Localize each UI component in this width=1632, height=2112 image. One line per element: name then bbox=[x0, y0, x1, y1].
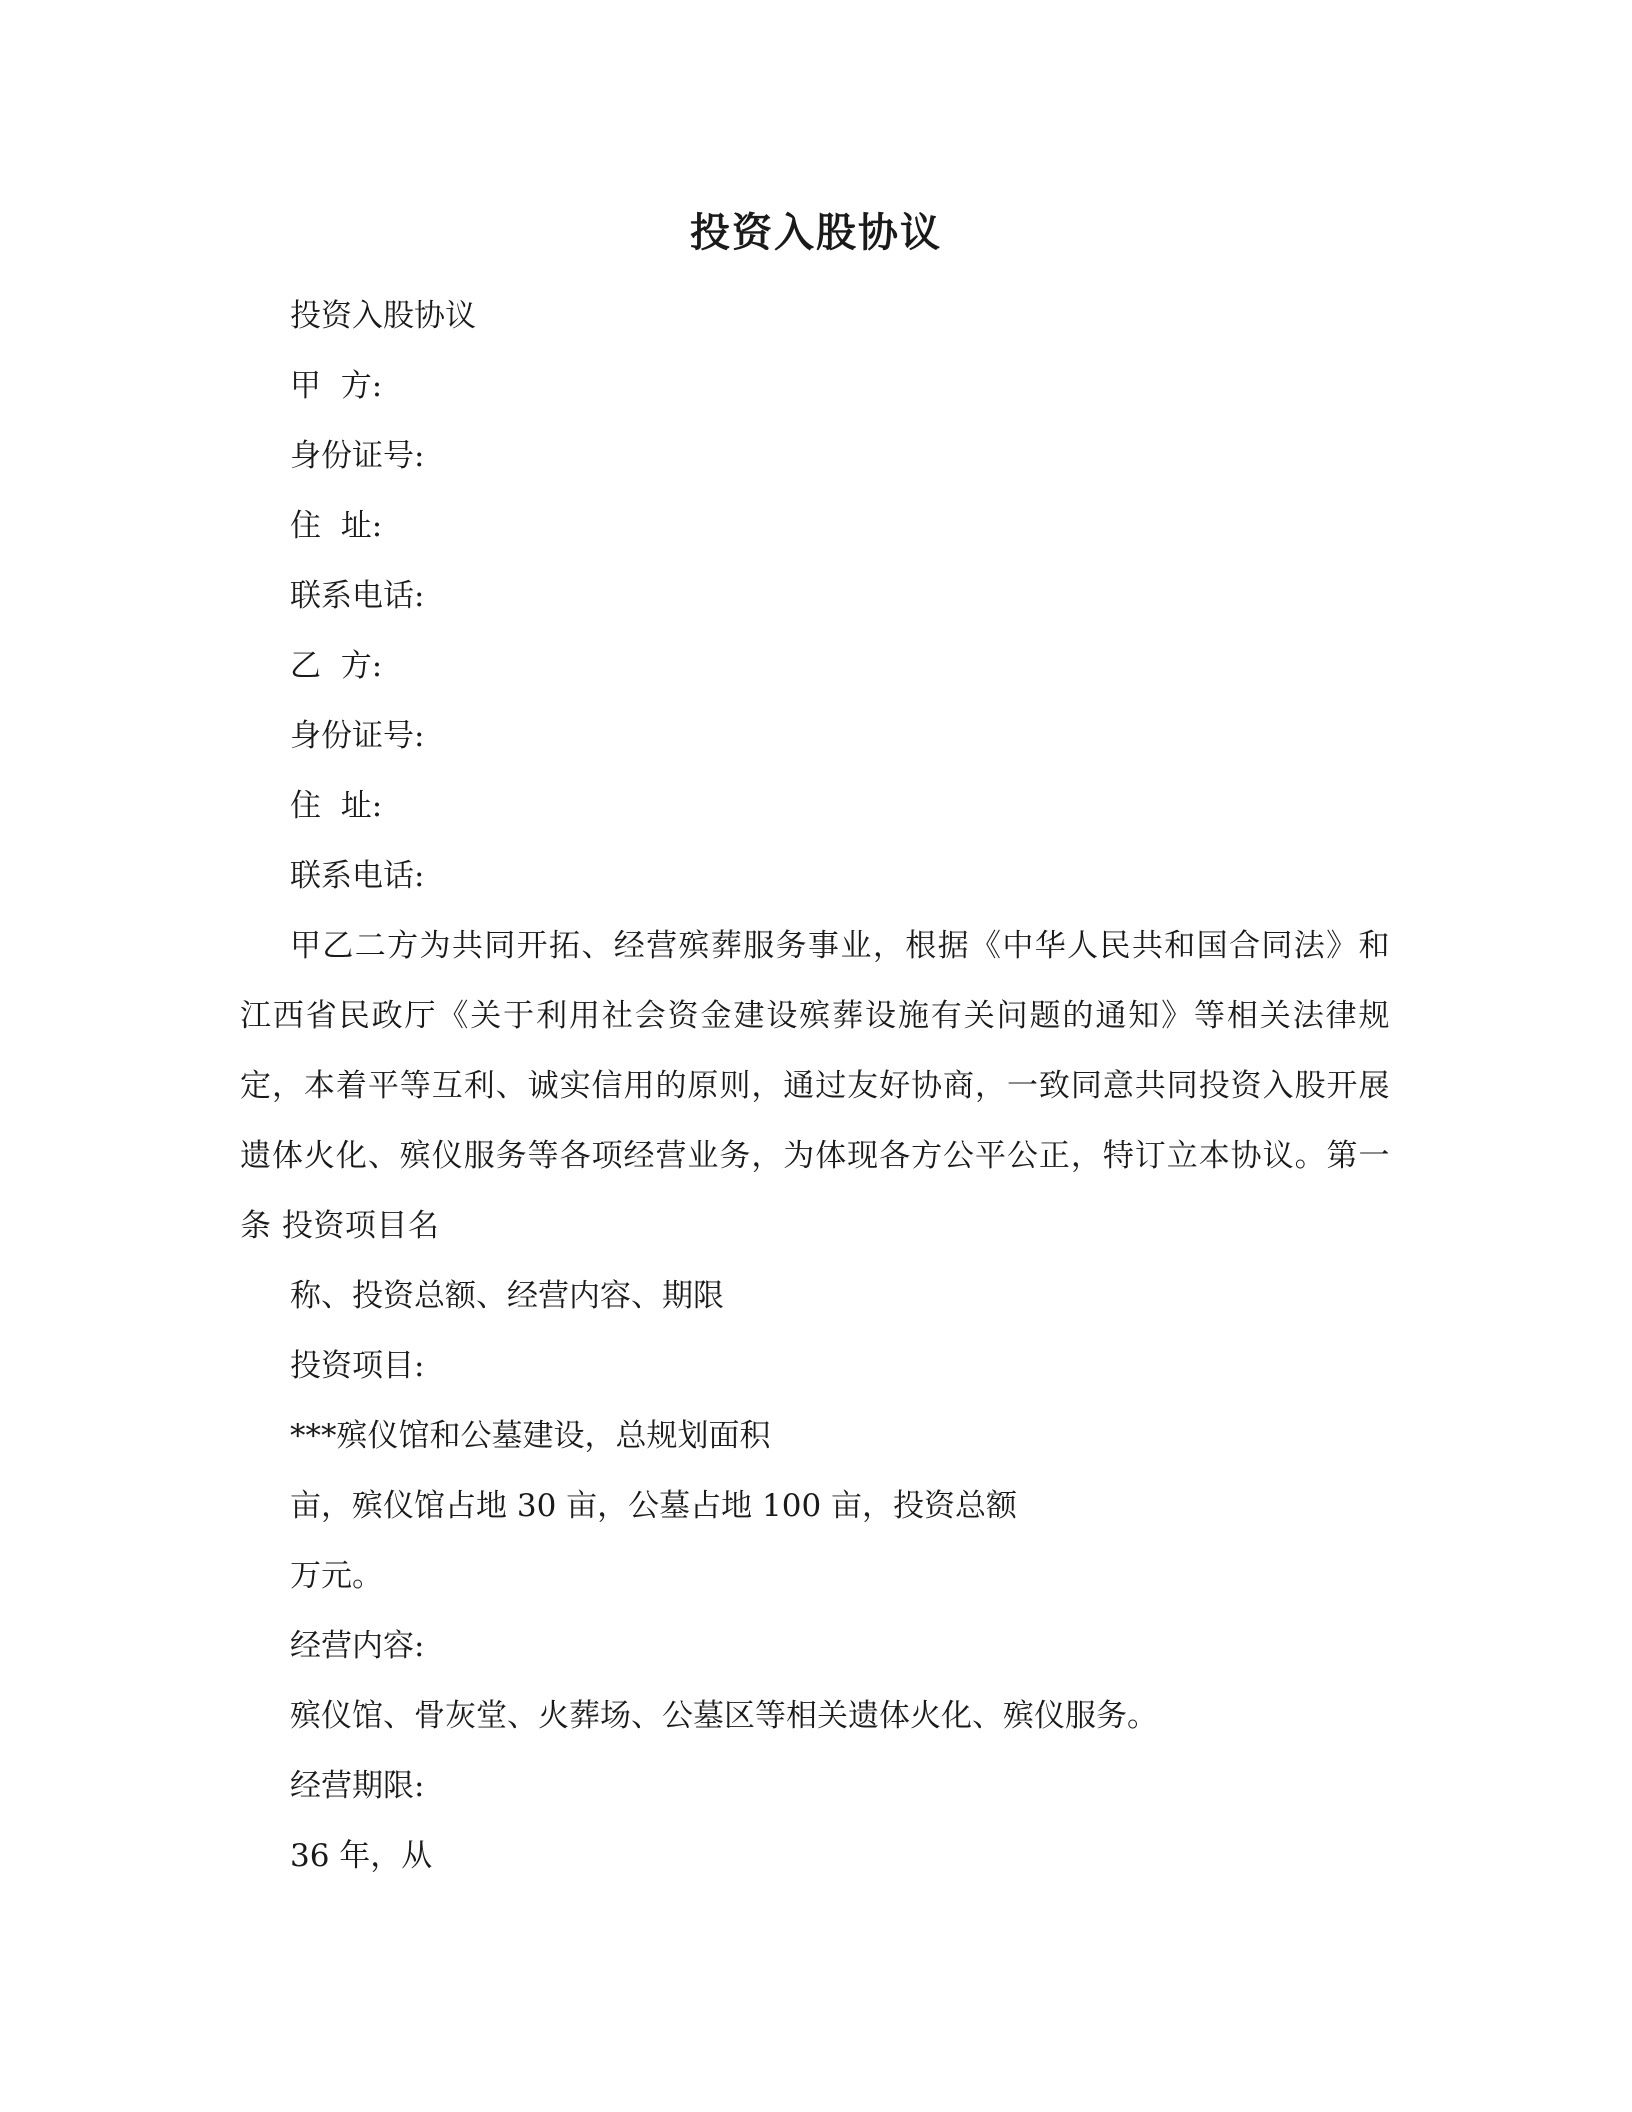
document-body bbox=[240, 281, 1390, 1891]
party-a-phone-label: 联系电话: bbox=[290, 578, 425, 614]
party-b-address-label: 住 址: bbox=[290, 788, 383, 824]
party-b-phone-label: 联系电话: bbox=[290, 858, 425, 894]
document-title: 投资入股协议 bbox=[690, 209, 942, 256]
project-line-1: ***殡仪馆和公墓建设，总规划面积 bbox=[290, 1418, 771, 1454]
party-a-label: 甲 方: bbox=[290, 368, 383, 404]
clause-continuation-line: 称、投资总额、经营内容、期限 bbox=[290, 1278, 724, 1314]
business-term-text: 36 年，从 bbox=[290, 1838, 433, 1874]
subtitle-line: 投资入股协议 bbox=[290, 298, 476, 334]
party-b-label: 乙 方: bbox=[290, 648, 383, 684]
business-content-text: 殡仪馆、骨灰堂、火葬场、公墓区等相关遗体火化、殡仪服务。 bbox=[290, 1698, 1158, 1734]
business-content-label: 经营内容: bbox=[290, 1628, 425, 1664]
party-b-id-label: 身份证号: bbox=[290, 718, 425, 754]
party-a-address-label: 住 址: bbox=[290, 508, 383, 544]
main-paragraph: 甲乙二方为共同开拓、经营殡葬服务事业，根据《中华人民共和国合同法》和江西省民政厅《关于利用社会资金建设殡葬设施有关问题的通知》等相关法律规定，本着平等互利、诚实信用的原则，通过友好协商，一致同意共同投资入股开展遗体火化、殡仪服务等各项经营业务，为体现各方公平公正，特订立本协议。第一条 投资项目名 bbox=[240, 928, 1390, 1244]
business-term-label: 经营期限: bbox=[290, 1768, 425, 1804]
party-a-id-label: 身份证号: bbox=[290, 438, 425, 474]
project-line-2: 亩，殡仪馆占地 30 亩，公墓占地 100 亩，投资总额 bbox=[290, 1488, 1018, 1524]
project-line-3: 万元。 bbox=[290, 1558, 383, 1594]
project-label: 投资项目: bbox=[290, 1348, 425, 1384]
